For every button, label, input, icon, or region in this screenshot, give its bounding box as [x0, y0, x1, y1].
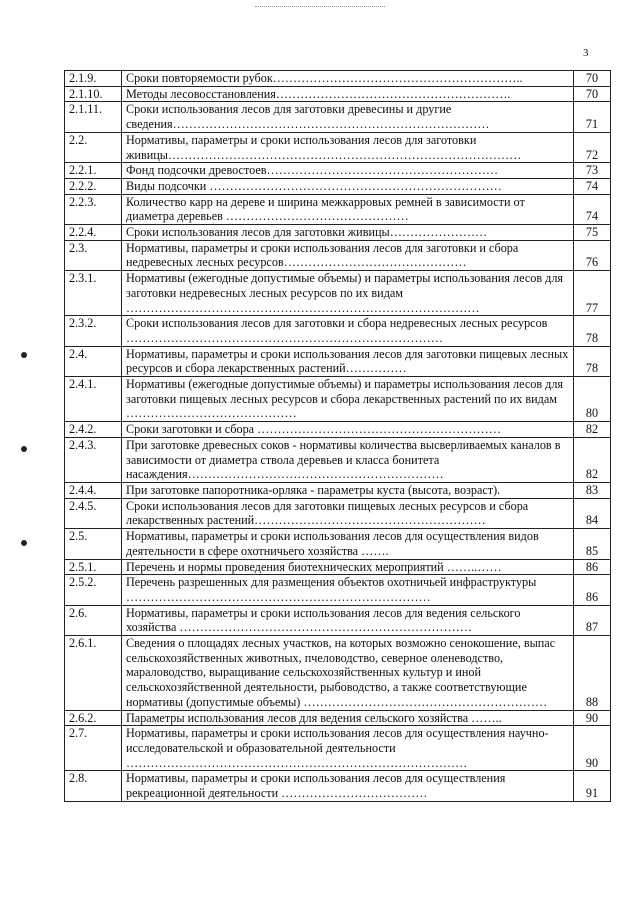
toc-page-number: 82: [574, 437, 611, 482]
toc-row: [65, 102, 611, 132]
toc-page-number: 82: [574, 422, 611, 438]
toc-section-number: 2.4.1.: [65, 377, 122, 422]
toc-section-title: Методы лесовосстановления………………………………………………….: [122, 86, 574, 102]
toc-row: [65, 498, 611, 528]
toc-section-title: Нормативы, параметры и сроки использования лесов для осуществления рекреационной деятельности ………………………………: [122, 771, 574, 801]
toc-row: [65, 422, 611, 438]
toc-page-number: 83: [574, 482, 611, 498]
toc-page-number: 73: [574, 163, 611, 179]
toc-page-number: 80: [574, 377, 611, 422]
toc-section-title: Фонд подсочки древостоев…………………………………………………: [122, 163, 574, 179]
toc-row: [65, 771, 611, 801]
toc-row: [65, 86, 611, 102]
toc-page-number: 70: [574, 71, 611, 87]
toc-section-title: Сроки использования лесов для заготовки живицы……………………: [122, 225, 574, 241]
toc-page-number: 86: [574, 575, 611, 605]
toc-section-title: Перечень разрешенных для размещения объектов охотничьей инфраструктуры …………………………………………………………………: [122, 575, 574, 605]
toc-row: [65, 437, 611, 482]
toc-section-number: 2.1.11.: [65, 102, 122, 132]
table-of-contents: [64, 70, 611, 802]
toc-page-number: 86: [574, 559, 611, 575]
toc-section-number: 2.2.1.: [65, 163, 122, 179]
toc-section-title: Количество карр на дереве и ширина межкарровых ремней в зависимости от диаметра деревьев ………………………………………: [122, 194, 574, 224]
toc-page-number: 77: [574, 271, 611, 316]
toc-section-title: При заготовке древесных соков - нормативы количества высверливаемых каналов в зависимости от диаметра ствола деревьев и класса бонитета насаждения………………………………………………………: [122, 437, 574, 482]
toc-page-number: 74: [574, 178, 611, 194]
toc-section-number: 2.4.5.: [65, 498, 122, 528]
toc-section-title: Сроки повторяемости рубок……………………………………………………..: [122, 71, 574, 87]
toc-page-number: 87: [574, 605, 611, 635]
toc-section-number: 2.2.: [65, 132, 122, 162]
toc-section-number: 2.2.3.: [65, 194, 122, 224]
toc-page-number: 70: [574, 86, 611, 102]
toc-row: [65, 346, 611, 376]
toc-section-title: Параметры использования лесов для ведения сельского хозяйства ……..: [122, 710, 574, 726]
toc-row: [65, 225, 611, 241]
toc-row: [65, 710, 611, 726]
toc-page-number: 88: [574, 636, 611, 711]
toc-section-number: 2.1.10.: [65, 86, 122, 102]
toc-row: [65, 271, 611, 316]
toc-section-title: Нормативы (ежегодные допустимые объемы) и параметры использования лесов для заготовки пищевых лесных ресурсов и сбора лекарственных растений по их видам ……………………………………: [122, 377, 574, 422]
toc-page-number: 74: [574, 194, 611, 224]
toc-row: [65, 559, 611, 575]
toc-row: [65, 377, 611, 422]
toc-section-number: 2.3.: [65, 240, 122, 270]
toc-section-title: Виды подсочки ………………………………………………………………: [122, 178, 574, 194]
toc-page-number: 85: [574, 529, 611, 559]
toc-section-title: Сроки заготовки и сбора ……………………………………………………: [122, 422, 574, 438]
toc-section-number: 2.6.2.: [65, 710, 122, 726]
toc-section-number: 2.7.: [65, 726, 122, 771]
toc-section-number: 2.1.9.: [65, 71, 122, 87]
toc-section-number: 2.2.4.: [65, 225, 122, 241]
page-number: 3: [583, 47, 589, 59]
binder-hole-mark: [21, 446, 27, 452]
toc-section-number: 2.3.2.: [65, 316, 122, 346]
toc-section-number: 2.5.: [65, 529, 122, 559]
toc-page-number: 91: [574, 771, 611, 801]
toc-row: [65, 482, 611, 498]
toc-section-title: Нормативы (ежегодные допустимые объемы) и параметры использования лесов для заготовки недревесных лесных ресурсов по их видам ……………………………………………………………………………: [122, 271, 574, 316]
toc-section-number: 2.6.: [65, 605, 122, 635]
toc-page-number: 78: [574, 346, 611, 376]
toc-section-number: 2.2.2.: [65, 178, 122, 194]
toc-row: [65, 575, 611, 605]
toc-row: [65, 71, 611, 87]
toc-section-number: 2.4.2.: [65, 422, 122, 438]
toc-section-number: 2.5.1.: [65, 559, 122, 575]
toc-section-title: Сроки использования лесов для заготовки пищевых лесных ресурсов и сбора лекарственных растений…………………………………………………: [122, 498, 574, 528]
toc-page-number: 72: [574, 132, 611, 162]
scan-artifact: [255, 0, 385, 7]
toc-row: [65, 726, 611, 771]
toc-page-number: 76: [574, 240, 611, 270]
toc-row: [65, 529, 611, 559]
toc-section-number: 2.4.4.: [65, 482, 122, 498]
toc-section-title: Сведения о площадях лесных участков, на которых возможно сенокошение, выпас сельскохозяйственных животных, пчеловодство, северное оленеводство, мараловодство, выращивание сельскохозяйственных культур и иной сельскохозяйственной деятельности, рыбоводство, а также соответствующие нормативы (допустимые объемы) ……………………………………………………: [122, 636, 574, 711]
toc-section-title: Нормативы, параметры и сроки использования лесов для ведения сельского хозяйства ………………………………………………………………: [122, 605, 574, 635]
toc-section-title: Нормативы, параметры и сроки использования лесов для осуществления научно-исследовательской и образовательной деятельности …………………………………………………………………………: [122, 726, 574, 771]
toc-section-title: Нормативы, параметры и сроки использования лесов для осуществления видов деятельности в сфере охотничьего хозяйства …….: [122, 529, 574, 559]
toc-section-number: 2.4.: [65, 346, 122, 376]
toc-page-number: 71: [574, 102, 611, 132]
toc-row: [65, 636, 611, 711]
toc-section-number: 2.6.1.: [65, 636, 122, 711]
toc-row: [65, 316, 611, 346]
toc-page-number: 78: [574, 316, 611, 346]
toc-section-number: 2.8.: [65, 771, 122, 801]
toc-row: [65, 132, 611, 162]
toc-page-number: 90: [574, 726, 611, 771]
toc-page-number: 90: [574, 710, 611, 726]
toc-section-title: Сроки использования лесов для заготовки древесины и другие сведения……………………………………………………………………: [122, 102, 574, 132]
toc-section-title: При заготовке папоротника-орляка - параметры куста (высота, возраст).: [122, 482, 574, 498]
toc-section-title: Перечень и нормы проведения биотехнических мероприятий ……..……: [122, 559, 574, 575]
toc-row: [65, 240, 611, 270]
toc-row: [65, 163, 611, 179]
toc-section-number: 2.5.2.: [65, 575, 122, 605]
toc-row: [65, 178, 611, 194]
binder-hole-mark: [21, 352, 27, 358]
toc-section-title: Нормативы, параметры и сроки использования лесов для заготовки и сбора недревесных лесных ресурсов………………………………………: [122, 240, 574, 270]
toc-page-number: 75: [574, 225, 611, 241]
toc-row: [65, 605, 611, 635]
toc-section-title: Сроки использования лесов для заготовки и сбора недревесных лесных ресурсов ……………………………………………………………………: [122, 316, 574, 346]
toc-page-number: 84: [574, 498, 611, 528]
toc-row: [65, 194, 611, 224]
toc-section-number: 2.4.3.: [65, 437, 122, 482]
toc-section-title: Нормативы, параметры и сроки использования лесов для заготовки живицы……………………………………………………………………………: [122, 132, 574, 162]
toc-section-title: Нормативы, параметры и сроки использования лесов для заготовки пищевых лесных ресурсов и сбора лекарственных растений……………: [122, 346, 574, 376]
binder-hole-mark: [21, 540, 27, 546]
toc-section-number: 2.3.1.: [65, 271, 122, 316]
